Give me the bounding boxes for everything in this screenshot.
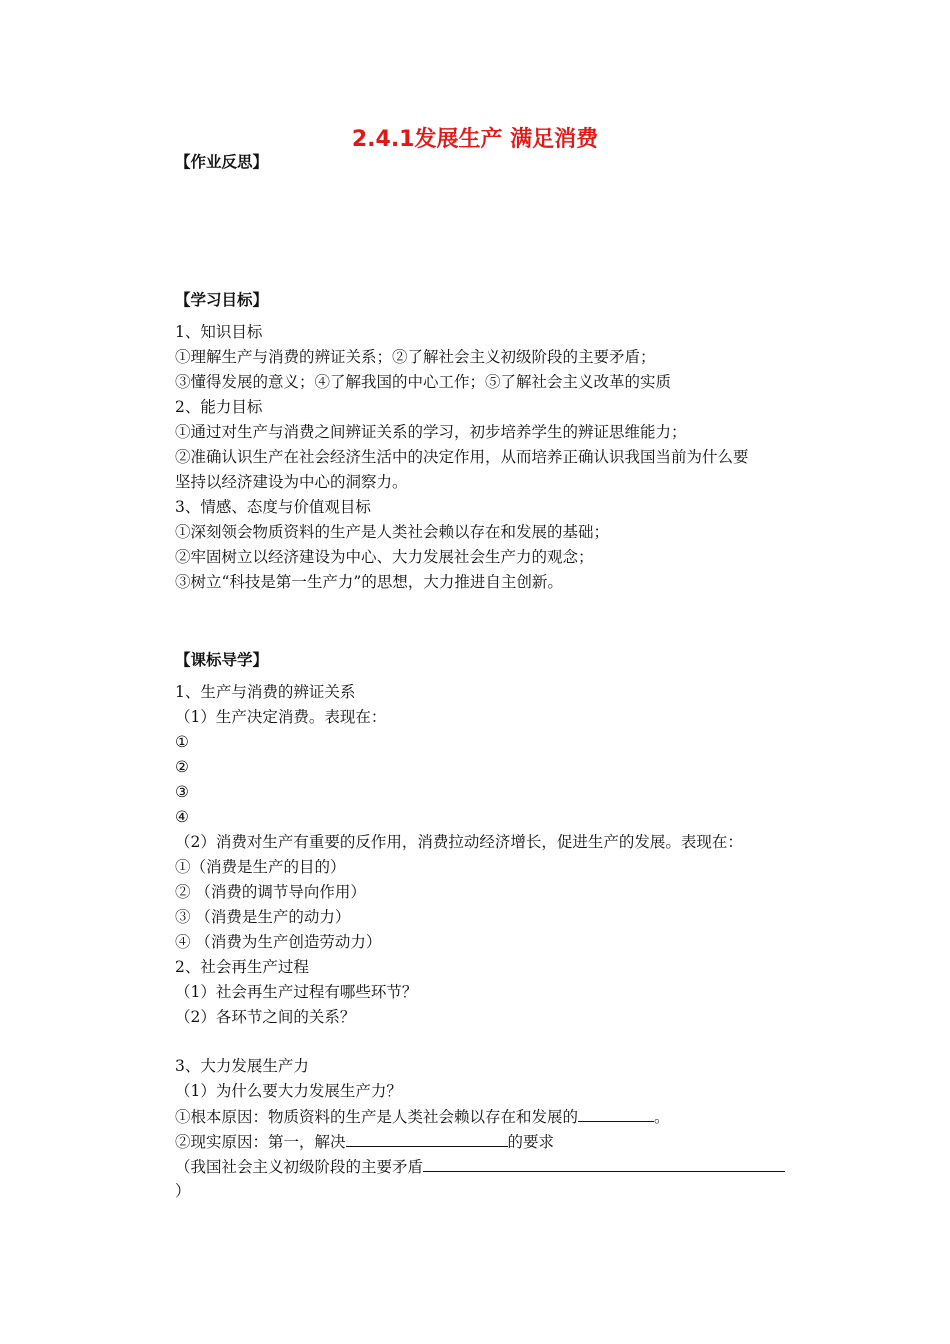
guide-line: （1）生产决定消费。表现在： [175, 708, 387, 726]
guide-line: ①（消费是生产的目的） [175, 858, 346, 876]
fill-in-line-1 [175, 1104, 815, 1129]
objective-line: 坚持以经济建设为中心的洞察力。 [175, 473, 408, 491]
objective-line: ①通过对生产与消费之间辨证关系的学习，初步培养学生的辨证思维能力； [175, 423, 687, 441]
section-heading-guide: 【课标导学】 [175, 651, 269, 669]
objective-line: ①深刻领会物质资料的生产是人类社会赖以存在和发展的基础； [175, 523, 610, 541]
guide-line: ④ （消费为生产创造劳动力） [175, 933, 382, 951]
guide-line: ③ [175, 783, 189, 801]
fill-in-text: 的要求 [507, 1133, 555, 1151]
guide-line: 1、生产与消费的辨证关系 [175, 683, 356, 701]
guide-line: （1）为什么要大力发展生产力？ [175, 1082, 402, 1100]
objectives-list [175, 320, 815, 595]
guide-line: （2）各环节之间的关系？ [175, 1008, 356, 1026]
section-heading-objectives: 【学习目标】 [175, 291, 269, 309]
objective-line: 1、知识目标 [175, 323, 263, 341]
answer-blank[interactable] [423, 1154, 785, 1172]
objective-line: ①理解生产与消费的辨证关系；②了解社会主义初级阶段的主要矛盾； [175, 348, 656, 366]
guide-line: ② [175, 758, 189, 776]
objective-line: ③树立“科技是第一生产力”的思想，大力推进自主创新。 [175, 573, 563, 591]
guide-line: ① [175, 733, 189, 751]
fill-in-line-3 [175, 1154, 815, 1179]
objective-line: ③懂得发展的意义；④了解我国的中心工作；⑤了解社会主义改革的实质 [175, 373, 672, 391]
objective-line: 2、能力目标 [175, 398, 263, 416]
guide-list [175, 680, 815, 1030]
guide-line: ④ [175, 808, 189, 826]
fill-in-line-2 [175, 1129, 815, 1154]
guide-line: ② （消费的调节导向作用） [175, 883, 366, 901]
fill-in-text: （我国社会主义初级阶段的主要矛盾 [175, 1158, 424, 1176]
guide-part3 [175, 1054, 815, 1204]
objective-line: ②准确认识生产在社会经济生活中的决定作用，从而培养正确认识我国当前为什么要 [175, 448, 749, 466]
guide-line: （2）消费对生产有重要的反作用，消费拉动经济增长，促进生产的发展。表现在： [175, 833, 743, 851]
fill-in-text: 。 [654, 1108, 670, 1126]
answer-blank[interactable] [578, 1104, 654, 1122]
objective-line: ②牢固树立以经济建设为中心、大力发展社会生产力的观念； [175, 548, 594, 566]
guide-line: （1）社会再生产过程有哪些环节？ [175, 983, 418, 1001]
fill-in-text: ①根本原因：物质资料的生产是人类社会赖以存在和发展的 [175, 1108, 579, 1126]
objective-line: 3、情感、态度与价值观目标 [175, 498, 371, 516]
page-title: 2.4.1发展生产 满足消费 [351, 127, 599, 152]
fill-in-text: ②现实原因：第一，解决 [175, 1133, 346, 1151]
guide-line: 3、大力发展生产力 [175, 1057, 309, 1075]
guide-line: 2、社会再生产过程 [175, 958, 309, 976]
guide-line: ） [175, 1182, 191, 1200]
answer-blank[interactable] [346, 1129, 508, 1147]
guide-line: ③ （消费是生产的动力） [175, 908, 351, 926]
section-heading-reflection: 【作业反思】 [175, 153, 269, 171]
